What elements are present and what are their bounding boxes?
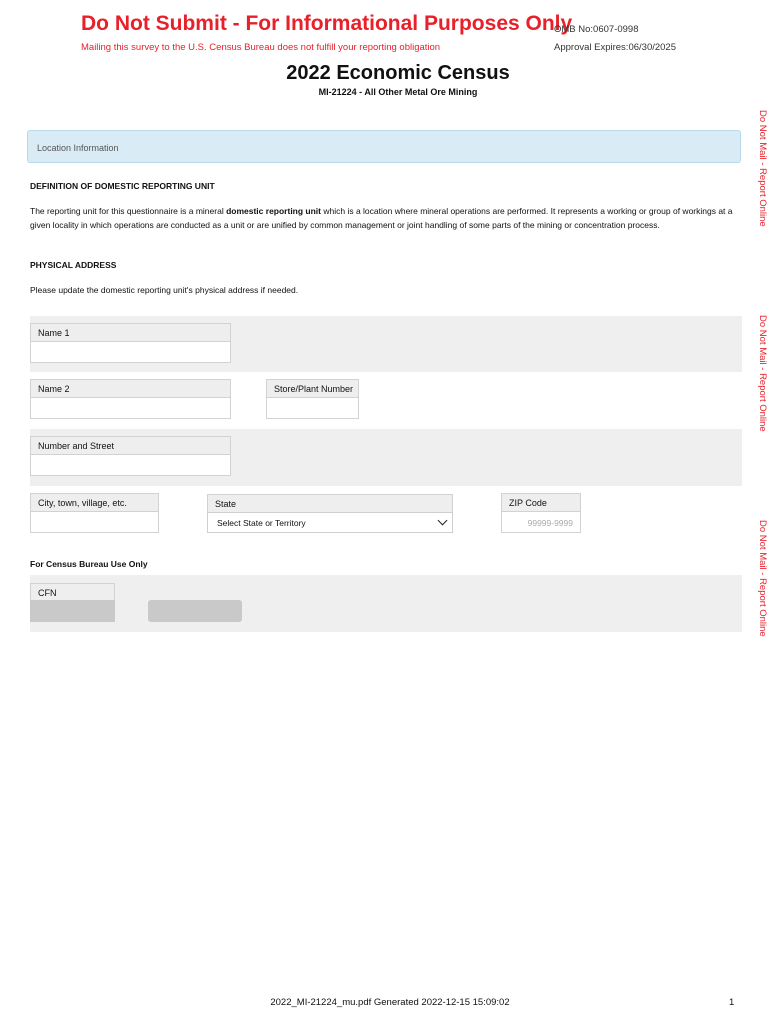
name2-input[interactable] [30,397,231,419]
store-plant-input[interactable] [266,397,359,419]
definition-text-pre: The reporting unit for this questionnaire is a mineral [30,206,227,216]
page-title: 2022 Economic Census [286,62,510,84]
name1-label: Name 1 [30,323,231,341]
zip-label: ZIP Code [501,493,581,511]
chevron-down-icon [438,516,448,526]
state-selected-value: Select State or Territory [217,518,306,528]
location-information-banner: Location Information [27,130,741,163]
page-number: 1 [729,997,735,1008]
omb-number: OMB No:0607-0998 [554,24,639,35]
warning-subtitle: Mailing this survey to the U.S. Census Bureau does not fulfill your reporting obligation [81,42,441,53]
side-note-bottom: Do Not Mail - Report Online [757,520,768,637]
cfn-field [30,600,115,622]
page-subtitle: MI-21224 - All Other Metal Ore Mining [318,87,478,97]
zip-input[interactable]: 99999-9999 [501,511,581,533]
approval-expires: Approval Expires:06/30/2025 [554,42,676,53]
city-label: City, town, village, etc. [30,493,159,511]
cfn-row [30,575,742,632]
name2-label: Name 2 [30,379,231,397]
street-label: Number and Street [30,436,231,454]
side-note-top: Do Not Mail - Report Online [757,110,768,227]
definition-paragraph [30,205,742,232]
side-note-middle: Do Not Mail - Report Online [757,315,768,432]
street-input[interactable] [30,454,231,476]
state-select[interactable] [207,512,453,533]
definition-heading: DEFINITION OF DOMESTIC REPORTING UNIT [30,181,215,191]
definition-text-bold: domestic reporting unit [226,206,321,216]
city-input[interactable] [30,511,159,533]
name1-input[interactable] [30,341,231,363]
definition-text-post: which is a location where mineral operations are performed. It represents a working or group of workings at a given locality in which operations are conducted as a unit or are unified by common management or joint handling of some parts of the mining or concentration process. [30,206,733,230]
warning-title: Do Not Submit - For Informational Purposes Only [81,12,573,35]
footer-generated: 2022_MI-21224_mu.pdf Generated 2022-12-15 15:09:02 [270,997,510,1008]
physical-address-heading: PHYSICAL ADDRESS [30,260,117,270]
census-use-heading: For Census Bureau Use Only [30,559,148,569]
store-plant-label: Store/Plant Number [266,379,359,397]
state-label: State [207,494,453,512]
address-instruction: Please update the domestic reporting unit's physical address if needed. [30,285,299,295]
cfn-label: CFN [30,583,115,601]
cfn-secondary-field [148,600,242,622]
